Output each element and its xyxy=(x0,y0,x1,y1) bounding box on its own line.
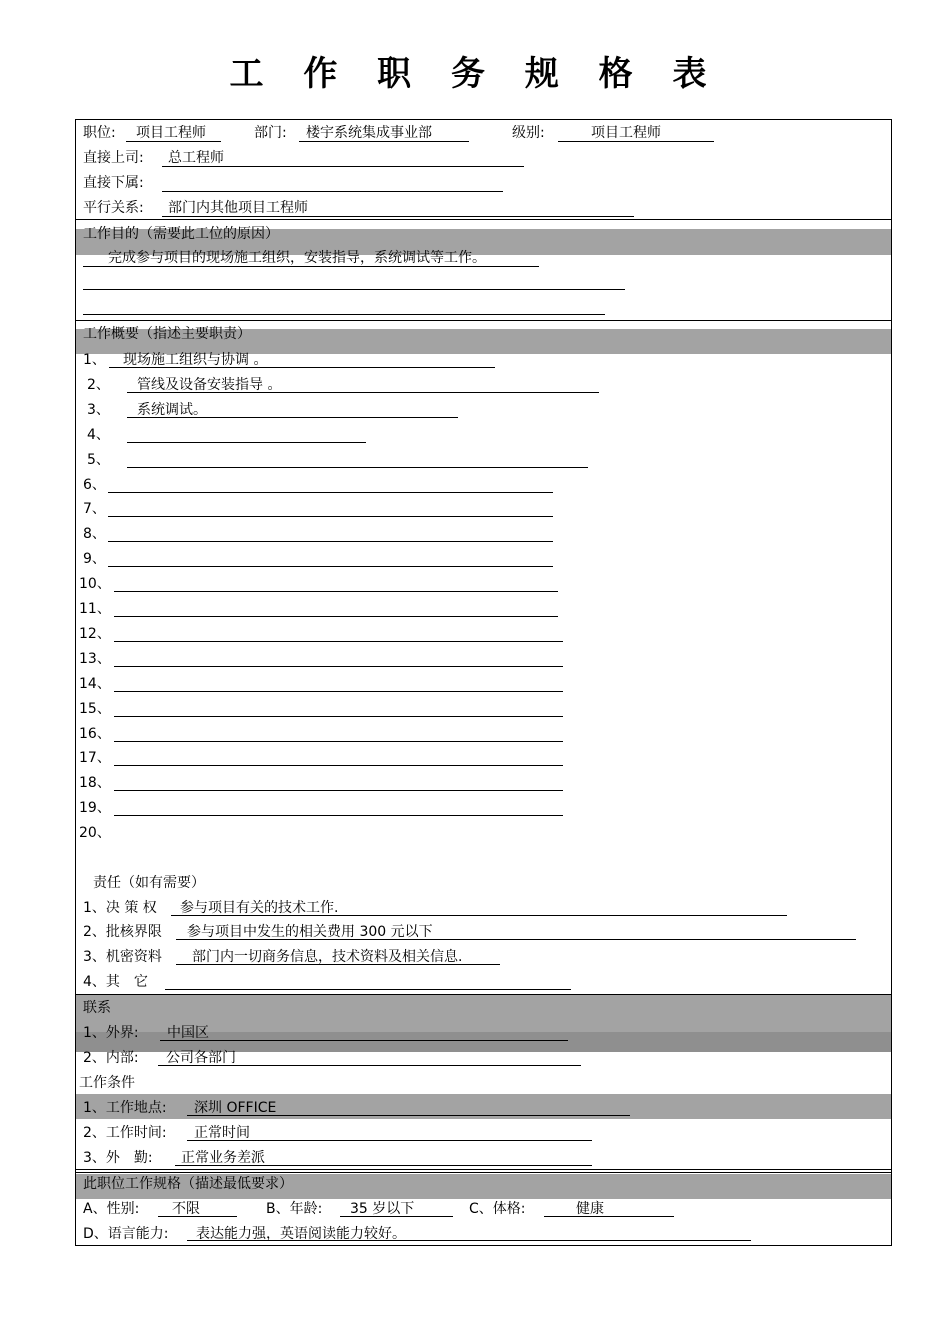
position-label: 职位: xyxy=(83,125,116,141)
position-value[interactable]: 项目工程师 xyxy=(136,125,206,141)
summary-item-underline xyxy=(127,442,366,443)
summary-item-number: 3、 xyxy=(87,401,110,418)
subordinate-underline xyxy=(162,191,503,192)
summary-item-underline xyxy=(114,716,563,717)
gender-label: A、性别: xyxy=(83,1201,140,1217)
summary-item-underline xyxy=(114,790,563,791)
parallel-value[interactable]: 部门内其他项目工程师 xyxy=(168,200,308,216)
purpose-text[interactable]: 完成参与项目的现场施工组织，安装指导，系统调试等工作。 xyxy=(108,250,486,266)
location-label: 1、工作地点: xyxy=(83,1100,167,1116)
summary-item-number: 13、 xyxy=(79,650,111,667)
internal-value[interactable]: 公司各部门 xyxy=(166,1050,236,1066)
divider xyxy=(76,994,892,995)
summary-item-underline xyxy=(114,666,563,667)
summary-item-underline xyxy=(108,492,553,493)
level-value[interactable]: 项目工程师 xyxy=(591,125,661,141)
time-value[interactable]: 正常时间 xyxy=(194,1125,250,1141)
external-value[interactable]: 中国区 xyxy=(167,1025,209,1041)
summary-item-underline xyxy=(114,765,563,766)
language-label: D、语言能力: xyxy=(83,1226,169,1242)
summary-item-number: 17、 xyxy=(79,750,111,767)
conditions-heading: 工作条件 xyxy=(79,1075,135,1091)
other-underline xyxy=(165,989,571,990)
purpose-heading: 工作目的（需要此工位的原因） xyxy=(83,226,279,242)
purpose-underline-2 xyxy=(83,289,625,290)
summary-item-text[interactable]: 管线及设备安装指导 。 xyxy=(137,376,282,393)
travel-value[interactable]: 正常业务差派 xyxy=(181,1150,265,1166)
summary-item-underline xyxy=(114,641,563,642)
subordinate-label: 直接下属: xyxy=(83,175,144,191)
summary-item-number: 12、 xyxy=(79,625,111,642)
physique-value[interactable]: 健康 xyxy=(576,1201,604,1217)
department-label: 部门: xyxy=(254,125,287,141)
confidential-value[interactable]: 部门内一切商务信息，技术资料及相关信息. xyxy=(192,949,463,965)
age-label: B、年龄: xyxy=(266,1201,323,1217)
summary-item-number: 15、 xyxy=(79,700,111,717)
approval-label: 2、批核界限 xyxy=(83,924,162,940)
summary-item-text[interactable]: 现场施工组织与协调 。 xyxy=(123,352,268,368)
summary-item-underline xyxy=(114,691,563,692)
supervisor-value[interactable]: 总工程师 xyxy=(168,150,224,166)
responsibility-heading: 责任（如有需要） xyxy=(93,875,205,891)
divider xyxy=(76,1172,892,1173)
summary-item-number: 8、 xyxy=(83,526,106,543)
approval-value[interactable]: 参与项目中发生的相关费用 300 元以下 xyxy=(187,924,433,940)
divider xyxy=(76,1169,892,1170)
location-value[interactable]: 深圳 OFFICE xyxy=(194,1100,277,1116)
summary-item-number: 19、 xyxy=(79,800,111,817)
purpose-underline-3 xyxy=(83,314,605,315)
contact-heading: 联系 xyxy=(83,1000,111,1016)
summary-item-underline xyxy=(108,541,553,542)
summary-item-number: 9、 xyxy=(83,551,106,568)
language-value[interactable]: 表达能力强，英语阅读能力较好。 xyxy=(196,1226,406,1242)
summary-item-text[interactable]: 系统调试。 xyxy=(137,401,207,418)
summary-item-number: 2、 xyxy=(87,376,110,393)
summary-item-number: 7、 xyxy=(83,501,106,518)
summary-item-number: 6、 xyxy=(83,476,106,493)
physique-underline xyxy=(544,1216,674,1217)
spec-heading: 此职位工作规格（描述最低要求） xyxy=(83,1176,293,1192)
summary-item-underline xyxy=(127,467,588,468)
summary-item-underline xyxy=(114,741,563,742)
time-label: 2、工作时间: xyxy=(83,1125,167,1141)
internal-label: 2、内部: xyxy=(83,1050,139,1066)
gender-value[interactable]: 不限 xyxy=(172,1201,200,1217)
external-underline xyxy=(160,1040,568,1041)
travel-label: 3、外 勤: xyxy=(83,1150,153,1166)
summary-item-number: 11、 xyxy=(79,601,111,617)
summary-item-underline xyxy=(114,815,563,816)
summary-item-number: 10、 xyxy=(79,576,111,593)
confidential-label: 3、机密资料 xyxy=(83,949,162,965)
decision-value[interactable]: 参与项目有关的技术工作. xyxy=(180,900,339,916)
page-title: 工 作 职 务 规 格 表 xyxy=(229,54,721,94)
parallel-label: 平行关系: xyxy=(83,200,144,216)
summary-item-underline xyxy=(108,566,553,567)
summary-item-number: 1、 xyxy=(83,352,106,368)
other-label: 4、其 它 xyxy=(83,974,148,990)
summary-item-number: 5、 xyxy=(87,451,110,468)
age-value[interactable]: 35 岁以下 xyxy=(350,1201,415,1217)
summary-item-number: 20、 xyxy=(79,825,111,842)
summary-item-number: 14、 xyxy=(79,675,111,692)
supervisor-label: 直接上司: xyxy=(83,150,144,166)
summary-item-underline xyxy=(114,591,558,592)
summary-heading: 工作概要（指述主要职责） xyxy=(83,326,251,342)
summary-item-number: 4、 xyxy=(87,426,110,443)
summary-item-number: 18、 xyxy=(79,775,111,792)
physique-label: C、体格: xyxy=(469,1201,526,1217)
divider xyxy=(76,219,892,220)
summary-item-number: 16、 xyxy=(79,725,111,742)
divider xyxy=(76,320,892,321)
decision-label: 1、决 策 权 xyxy=(83,900,157,916)
level-label: 级别: xyxy=(512,125,545,141)
external-label: 1、外界: xyxy=(83,1025,139,1041)
summary-item-underline xyxy=(108,516,553,517)
department-value[interactable]: 楼宇系统集成事业部 xyxy=(306,125,432,141)
summary-item-underline xyxy=(114,616,558,617)
